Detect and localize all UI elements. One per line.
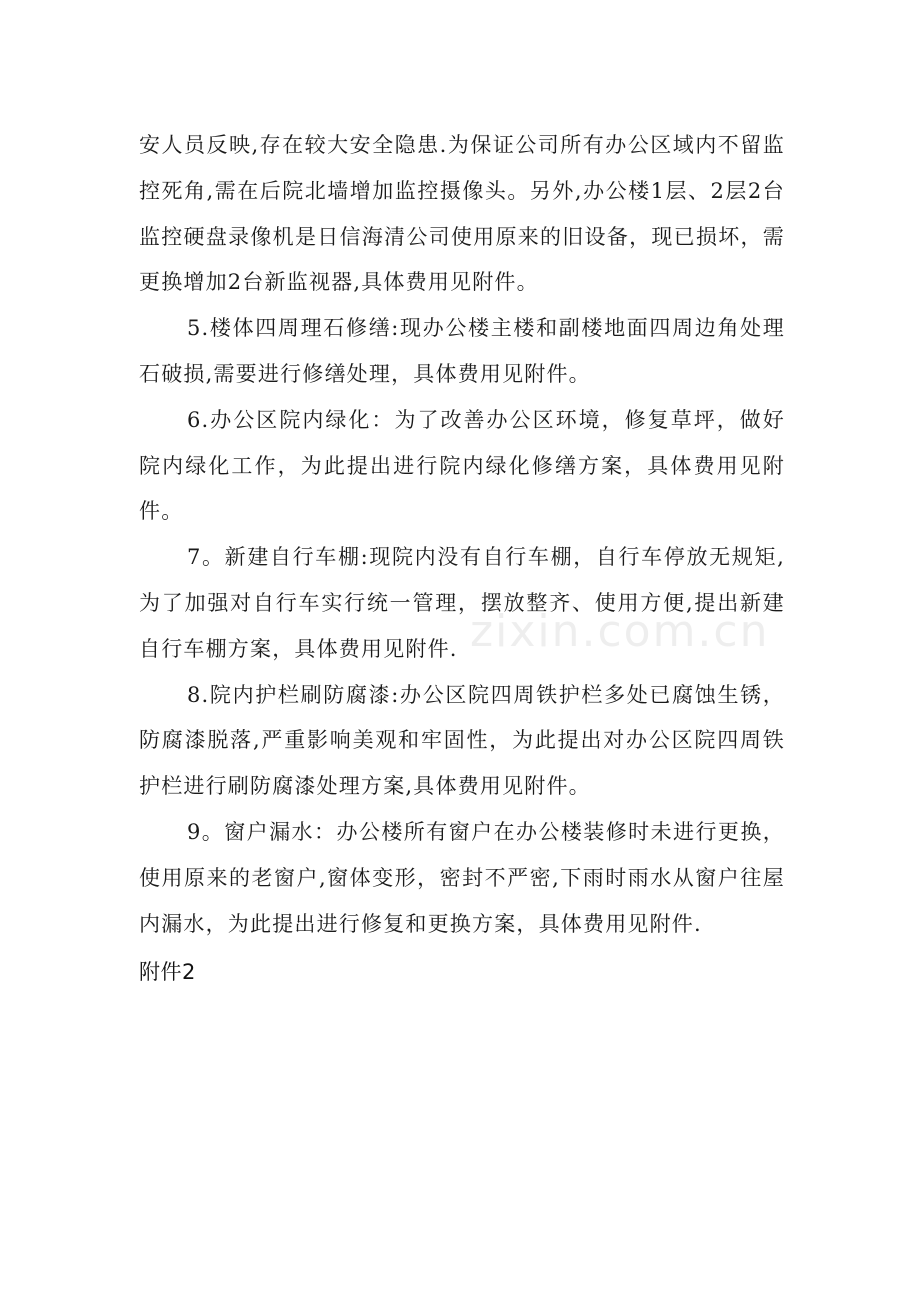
attachment-heading: 附件2 [139, 960, 196, 985]
paragraph-item-7-bicycle-shed: 7。新建自行车棚:现院内没有自行车棚，自行车停放无规矩,为了加强对自行车实行统一管理，摆放整齐、使用方便,提出新建自行车棚方案，具体费用见附件. [139, 545, 785, 661]
paragraph-item-6-greening: 6.办公区院内绿化：为了改善办公区环境，修复草坪，做好院内绿化工作，为此提出进行院内绿化修缮方案，具体费用见附件。 [139, 407, 785, 524]
paragraph-item-8-railing-paint: 8.院内护栏刷防腐漆:办公区院四周铁护栏多处已腐蚀生锈，防腐漆脱落,严重影响美观和牢固性，为此提出对办公区院四周铁护栏进行刷防腐漆处理方案,具体费用见附件。 [139, 682, 785, 799]
watermark-text: zixin.com.cn [470, 606, 770, 657]
paragraph-item-5-stone-repair: 5.楼体四周理石修缮:现办公楼主楼和副楼地面四周边角处理石破损,需要进行修缮处理，具体费用见附件。 [139, 316, 785, 386]
paragraph-item-9-window-leak: 9。窗户漏水：办公楼所有窗户在办公楼装修时未进行更换，使用原来的老窗户,窗体变形，密封不严密,下雨时雨水从窗户往屋内漏水，为此提出进行修复和更换方案，具体费用见附件. [139, 819, 785, 936]
paragraph-security-cameras: 安人员反映,存在较大安全隐患.为保证公司所有办公区域内不留监控死角,需在后院北墙增加监控摄像头。另外,办公楼1层、2层2台监控硬盘录像机是日信海清公司使用原来的旧设备，现已损坏，需更换增加2台新监视器,具体费用见附件。 [139, 133, 785, 295]
document-body [139, 123, 785, 989]
